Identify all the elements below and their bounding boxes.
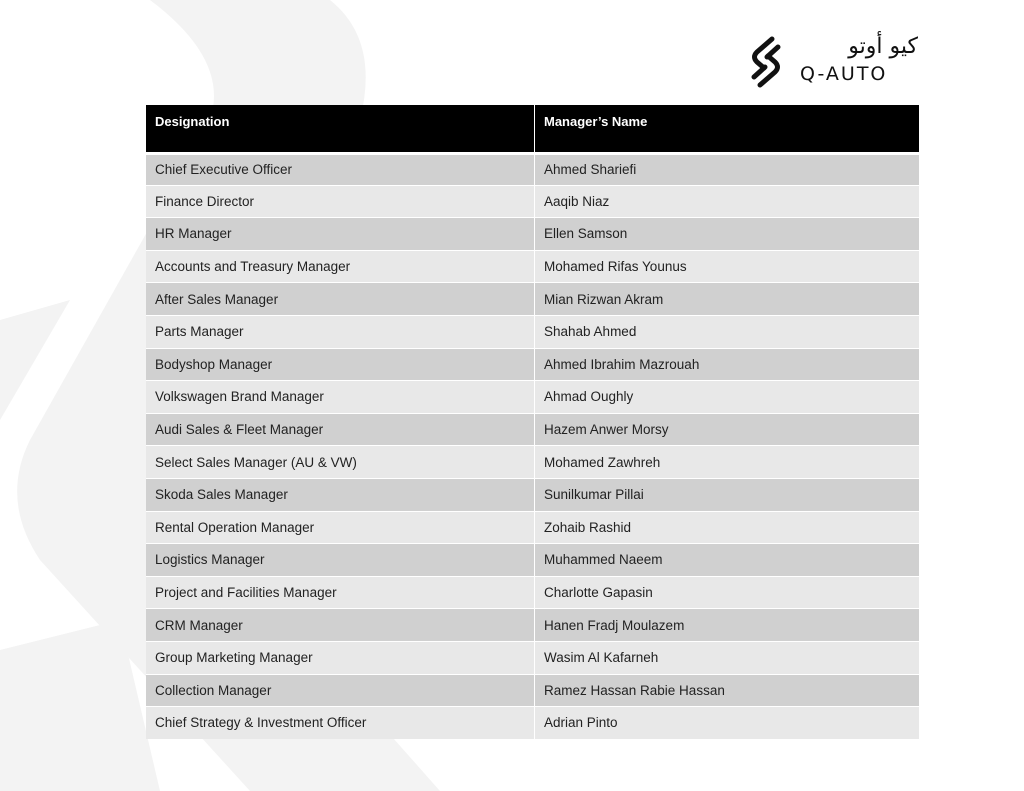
logo-arabic-text: كيو أوتو xyxy=(848,34,918,59)
manager-name-cell: Adrian Pinto xyxy=(535,706,919,739)
manager-name-cell: Mian Rizwan Akram xyxy=(535,282,919,315)
manager-name-cell: Wasim Al Kafarneh xyxy=(535,641,919,674)
table-row xyxy=(146,250,919,283)
manager-name-cell: Shahab Ahmed xyxy=(535,315,919,348)
table-row xyxy=(146,315,919,348)
table-row xyxy=(146,674,919,707)
designation-cell: Bodyshop Manager xyxy=(146,348,535,381)
designation-cell: Chief Strategy & Investment Officer xyxy=(146,706,535,739)
manager-name-cell: Muhammed Naeem xyxy=(535,543,919,576)
designation-cell: Audi Sales & Fleet Manager xyxy=(146,413,535,446)
manager-name-cell: Ellen Samson xyxy=(535,217,919,250)
header-designation: Designation xyxy=(146,105,535,152)
manager-name-cell: Mohamed Zawhreh xyxy=(535,445,919,478)
q-auto-logo xyxy=(748,36,918,88)
table-row xyxy=(146,445,919,478)
table-row xyxy=(146,576,919,609)
logo-latin-text: Q-AUTO xyxy=(800,63,888,85)
table-row xyxy=(146,413,919,446)
designation-cell: Accounts and Treasury Manager xyxy=(146,250,535,283)
designation-cell: Select Sales Manager (AU & VW) xyxy=(146,445,535,478)
table-row xyxy=(146,478,919,511)
designation-cell: Parts Manager xyxy=(146,315,535,348)
manager-name-cell: Charlotte Gapasin xyxy=(535,576,919,609)
manager-name-cell: Aaqib Niaz xyxy=(535,185,919,218)
table-row xyxy=(146,511,919,544)
designation-cell: Group Marketing Manager xyxy=(146,641,535,674)
table-row xyxy=(146,706,919,739)
designation-cell: Project and Facilities Manager xyxy=(146,576,535,609)
designation-cell: After Sales Manager xyxy=(146,282,535,315)
designation-cell: Skoda Sales Manager xyxy=(146,478,535,511)
manager-name-cell: Ahmed Shariefi xyxy=(535,152,919,185)
designation-cell: Finance Director xyxy=(146,185,535,218)
table-header-row xyxy=(146,105,919,152)
table-row xyxy=(146,348,919,381)
designation-cell: Logistics Manager xyxy=(146,543,535,576)
designation-cell: Rental Operation Manager xyxy=(146,511,535,544)
manager-name-cell: Zohaib Rashid xyxy=(535,511,919,544)
table-row xyxy=(146,641,919,674)
table-row xyxy=(146,152,919,185)
manager-name-cell: Ahmed Ibrahim Mazrouah xyxy=(535,348,919,381)
designation-cell: Volkswagen Brand Manager xyxy=(146,380,535,413)
manager-name-cell: Hanen Fradj Moulazem xyxy=(535,608,919,641)
manager-name-cell: Ramez Hassan Rabie Hassan xyxy=(535,674,919,707)
manager-name-cell: Ahmad Oughly xyxy=(535,380,919,413)
header-manager-name: Manager’s Name xyxy=(535,105,919,152)
q-auto-logo-mark-icon xyxy=(748,36,784,88)
designation-cell: HR Manager xyxy=(146,217,535,250)
manager-name-cell: Sunilkumar Pillai xyxy=(535,478,919,511)
table-row xyxy=(146,282,919,315)
table-row xyxy=(146,185,919,218)
designation-cell: Collection Manager xyxy=(146,674,535,707)
manager-name-cell: Mohamed Rifas Younus xyxy=(535,250,919,283)
designation-cell: CRM Manager xyxy=(146,608,535,641)
table-row xyxy=(146,217,919,250)
table-row xyxy=(146,380,919,413)
table-row xyxy=(146,608,919,641)
designation-cell: Chief Executive Officer xyxy=(146,152,535,185)
manager-name-cell: Hazem Anwer Morsy xyxy=(535,413,919,446)
managers-table xyxy=(146,105,919,739)
table-row xyxy=(146,543,919,576)
